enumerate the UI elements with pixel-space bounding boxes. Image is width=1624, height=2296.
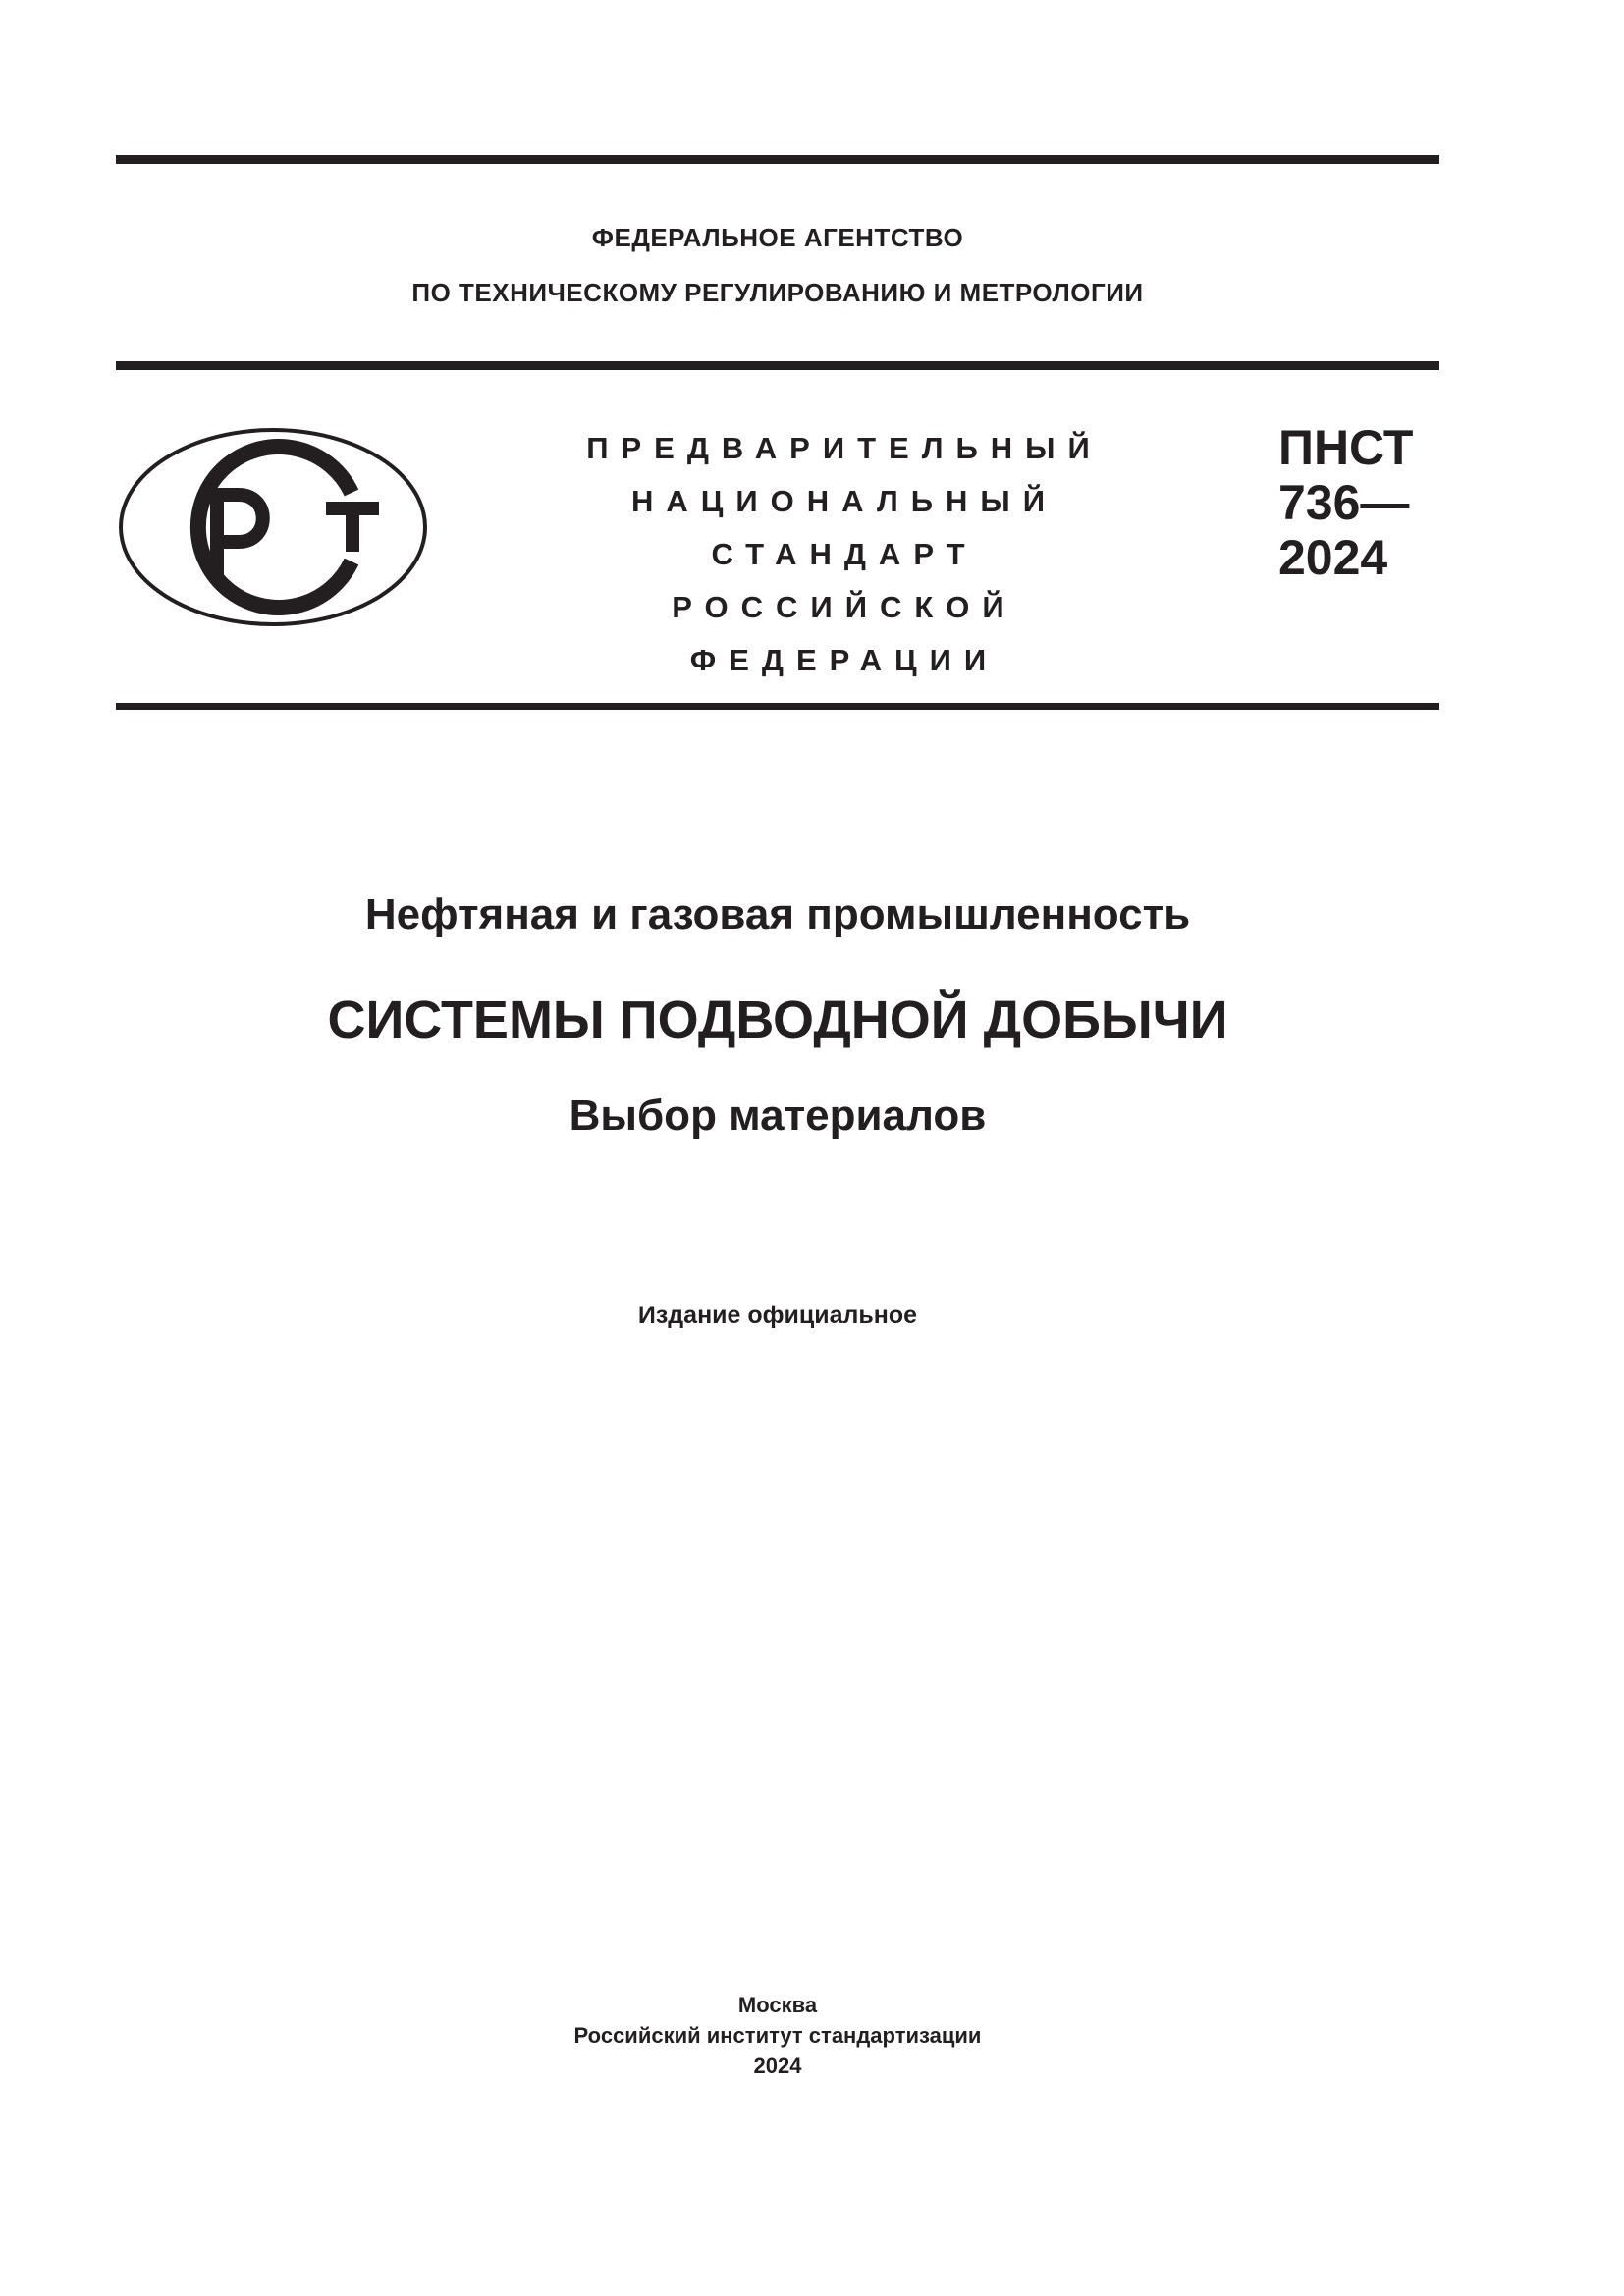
standard-prefix: ПНСТ xyxy=(1278,420,1414,475)
bottom-rule xyxy=(116,703,1439,710)
top-rule xyxy=(116,155,1439,164)
standard-type-line: СТАНДАРТ xyxy=(711,537,978,571)
agency-name-line-2: ПО ТЕХНИЧЕСКОМУ РЕГУЛИРОВАНИЮ И МЕТРОЛОГИИ xyxy=(411,278,1144,307)
agency-name-line-1: ФЕДЕРАЛЬНОЕ АГЕНТСТВО xyxy=(591,223,964,252)
edition-label: Издание официальное xyxy=(637,1302,918,1329)
standard-type-line: РОССИЙСКОЙ xyxy=(672,590,1017,624)
standard-type-line: НАЦИОНАЛЬНЫЙ xyxy=(630,484,1058,518)
imprint-year: 2024 xyxy=(753,2054,802,2078)
imprint-city: Москва xyxy=(737,1993,818,2017)
standard-type-line: ПРЕДВАРИТЕЛЬНЫЙ xyxy=(586,431,1103,465)
standard-number: 736— xyxy=(1278,475,1410,530)
middle-rule xyxy=(116,361,1439,370)
industry-title: Нефтяная и газовая промышленность xyxy=(364,890,1191,938)
standard-type-line: ФЕДЕРАЦИИ xyxy=(689,643,1000,677)
standard-designation xyxy=(1278,420,1435,585)
document-title: СИСТЕМЫ ПОДВОДНОЙ ДОБЫЧИ xyxy=(327,990,1228,1049)
document-subtitle: Выбор материалов xyxy=(568,1092,987,1140)
standard-type-heading xyxy=(550,422,1139,687)
imprint-publisher: Российский институт стандартизации xyxy=(573,2023,982,2048)
standard-year: 2024 xyxy=(1278,530,1388,585)
gost-r-emblem-icon xyxy=(116,424,430,630)
